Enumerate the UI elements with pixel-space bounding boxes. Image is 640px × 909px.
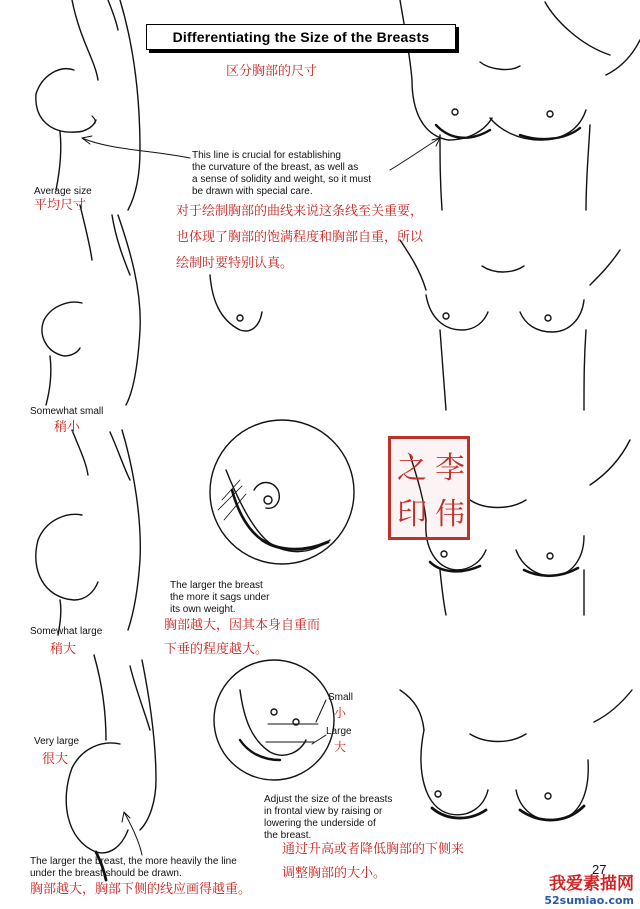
- detail-circle-sag: [210, 420, 354, 564]
- note-adjust-en-2: in frontal view by raising or: [264, 806, 383, 817]
- note-sag-cn-2: 下垂的程度越大。: [164, 642, 269, 657]
- seal-char-4: 印: [397, 497, 427, 532]
- label-average-en: Average size: [34, 186, 92, 197]
- site-watermark: [544, 869, 634, 907]
- page-title-box: [146, 24, 456, 50]
- page-title-cn: 区分胸部的尺寸: [226, 64, 318, 79]
- profile-small: [210, 275, 262, 331]
- side-view-somewhat-large: [36, 430, 141, 635]
- note-heavy-en-2: under the breast should be drawn.: [30, 868, 182, 879]
- note-line-en-4: be drawn with special care.: [192, 186, 313, 197]
- page-number: 27: [592, 862, 607, 877]
- note-sag-en-1: The larger the breast: [170, 580, 263, 591]
- label-very-large-cn: 很大: [42, 752, 69, 767]
- note-sag-en-3: its own weight.: [170, 604, 236, 615]
- detail-label-small-en: Small: [328, 692, 354, 703]
- note-adjust-en-3: lowering the underside of: [264, 818, 376, 829]
- label-average-cn: 平均尺寸: [34, 198, 87, 213]
- seal-stamp: [388, 436, 470, 540]
- side-view-small: [42, 205, 140, 405]
- note-heavy-en-1: The larger the breast, the more heavily the line: [30, 856, 237, 867]
- watermark-line-2: 52sumiao.com: [544, 894, 634, 907]
- front-view-very-large: [400, 690, 632, 820]
- label-somewhat-small-en: Somewhat small: [30, 406, 104, 417]
- side-view-average: [36, 0, 140, 210]
- label-somewhat-large-en: Somewhat large: [30, 626, 103, 637]
- seal-char-3: 之: [397, 451, 427, 486]
- note-adjust-cn-1: 通过升高或者降低胸部的下侧来: [282, 842, 465, 857]
- page-title: Differentiating the Size of the Breasts: [172, 29, 430, 45]
- seal-char-2: 伟: [435, 497, 465, 532]
- note-line-en-3: a sense of solidity and weight, so it must: [192, 174, 371, 185]
- note-sag-cn-1: 胸部越大，因其本身自重而: [164, 618, 321, 633]
- note-heavy-cn: 胸部越大，胸部下侧的线应画得越重。: [30, 882, 252, 897]
- note-line-cn-3: 绘制时要特别认真。: [176, 256, 294, 271]
- seal-char-1: 李: [435, 451, 465, 486]
- label-somewhat-large-cn: 稍大: [50, 642, 77, 657]
- note-line-en-1: This line is crucial for establishing: [192, 150, 341, 161]
- note-line-cn-2: 也体现了胸部的饱满程度和胸部自重，所以: [176, 230, 424, 245]
- note-line-cn-1: 对于绘制胸部的曲线来说这条线至关重要，: [176, 204, 424, 219]
- note-line-en-2: the curvature of the breast, as well as: [192, 162, 359, 173]
- label-very-large-en: Very large: [34, 736, 80, 747]
- note-adjust-cn-2: 调整胸部的大小。: [282, 866, 387, 881]
- watermark-line-1: 我爱素描网: [549, 874, 634, 894]
- label-somewhat-small-cn: 稍小: [54, 420, 81, 435]
- side-view-very-large: [66, 655, 156, 880]
- front-view-small: [400, 240, 620, 410]
- detail-circle-small-large: [214, 660, 334, 780]
- detail-label-large-cn: 大: [334, 740, 347, 754]
- note-adjust-en-4: the breast.: [264, 830, 312, 841]
- detail-label-small-cn: 小: [334, 706, 347, 720]
- detail-label-large-en: Large: [326, 726, 352, 737]
- note-adjust-en-1: Adjust the size of the breasts: [264, 794, 393, 805]
- note-sag-en-2: the more it sags under: [170, 592, 270, 603]
